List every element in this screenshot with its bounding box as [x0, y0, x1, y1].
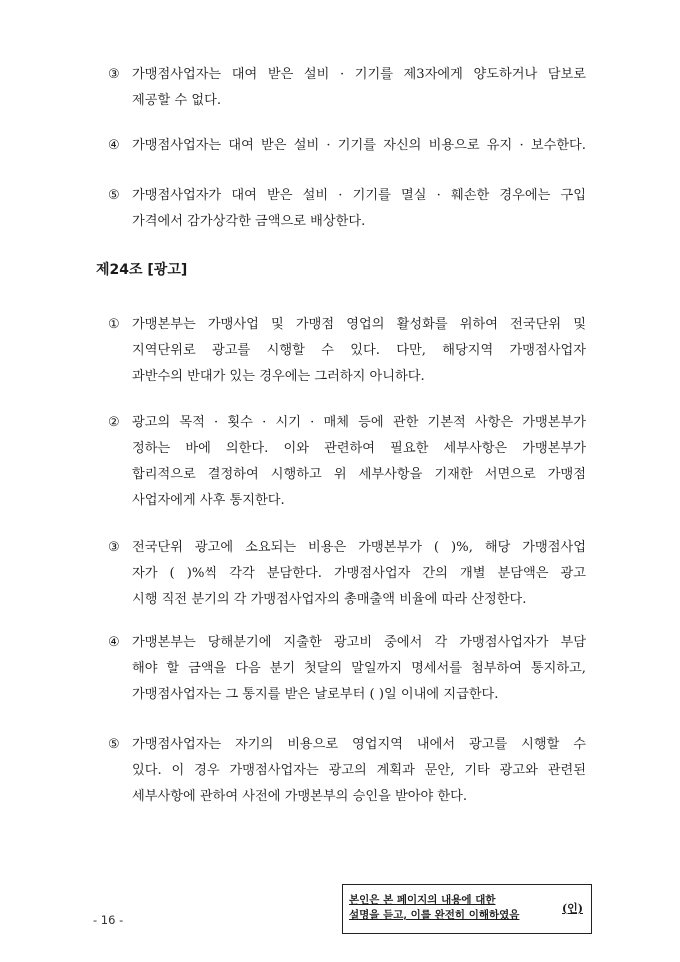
clause-line: 가맹점사업자는 대여 받은 설비 · 기기를 제3자에게 양도하거나 담보로	[132, 67, 586, 82]
clause-number: ②	[108, 415, 120, 430]
clause-line: 제공할 수 없다.	[132, 93, 222, 108]
confirmation-line: 설명을 듣고, 이를 완전히 이해하였음	[349, 909, 520, 921]
clause-line: 가맹점사업자가 대여 받은 설비 · 기기를 멸실 · 훼손한 경우에는 구입	[132, 188, 586, 203]
clause-line: 세부사항에 관하여 사전에 가맹본부의 승인을 받아야 한다.	[132, 789, 468, 804]
clause-item	[108, 62, 586, 114]
page-number: - 16 -	[93, 913, 124, 927]
clause-number: ⑤	[108, 737, 120, 752]
clause-line: 과반수의 반대가 있는 경우에는 그러하지 아니하다.	[132, 369, 425, 384]
clause-line: 해야 할 금액을 다음 분기 첫달의 말일까지 명세서를 첨부하여 통지하고,	[132, 661, 586, 676]
clause-line: 지역단위로 광고를 시행할 수 있다. 다만, 해당지역 가맹점사업자	[132, 343, 586, 358]
clause-item	[108, 535, 586, 613]
clause-line: 사업자에게 사후 통지한다.	[132, 493, 285, 508]
clause-line: 가맹본부는 가맹사업 및 가맹점 영업의 활성화를 위하여 전국단위 및	[132, 317, 586, 332]
clause-line: 가맹본부는 당해분기에 지출한 광고비 중에서 각 가맹점사업자가 부담	[132, 635, 586, 650]
confirmation-box	[342, 884, 592, 934]
clause-line: 가맹점사업자는 그 통지를 받은 날로부터 ( )일 이내에 지급한다.	[132, 687, 499, 702]
clause-line: 자가 ( )%씩 각각 분담한다. 가맹점사업자 간의 개별 분담액은 광고	[132, 566, 586, 581]
clause-line: 있다. 이 경우 가맹점사업자는 광고의 계획과 문안, 기타 광고와 관련된	[132, 763, 586, 778]
clause-item	[108, 410, 586, 514]
clause-item	[108, 183, 586, 235]
clause-number: ⑤	[108, 188, 120, 203]
clause-item	[108, 630, 586, 708]
clause-line: 시행 직전 분기의 각 가맹점사업자의 총매출액 비율에 따라 산정한다.	[132, 592, 527, 607]
clause-line: 가맹점사업자는 자기의 비용으로 영업지역 내에서 광고를 시행할 수	[132, 737, 586, 752]
clause-number: ③	[108, 67, 120, 82]
clause-item	[108, 732, 586, 810]
clause-line: 정하는 바에 의한다. 이와 관련하여 필요한 세부사항은 가맹본부가	[132, 441, 586, 456]
clause-item	[108, 133, 586, 159]
clause-line: 가맹점사업자는 대여 받은 설비 · 기기를 자신의 비용으로 유지 · 보수한다.	[132, 138, 586, 153]
signature-mark: (인)	[561, 902, 583, 915]
clause-number: ④	[108, 138, 120, 153]
confirmation-line: 본인은 본 페이지의 내용에 대한	[349, 894, 496, 906]
clause-number: ③	[108, 540, 120, 555]
clause-item	[108, 312, 586, 390]
clause-number: ①	[108, 317, 120, 332]
clause-number: ④	[108, 635, 120, 650]
article-title: 제24조 [광고]	[96, 262, 188, 278]
clause-line: 전국단위 광고에 소요되는 비용은 가맹본부가 ( )%, 해당 가맹점사업	[132, 540, 586, 555]
confirmation-text	[349, 893, 539, 923]
clause-line: 가격에서 감가상각한 금액으로 배상한다.	[132, 214, 366, 229]
clause-line: 광고의 목적 · 횟수 · 시기 · 매체 등에 관한 기본적 사항은 가맹본부가	[132, 415, 586, 430]
clause-line: 합리적으로 결정하여 시행하고 위 세부사항을 기재한 서면으로 가맹점	[132, 467, 586, 482]
